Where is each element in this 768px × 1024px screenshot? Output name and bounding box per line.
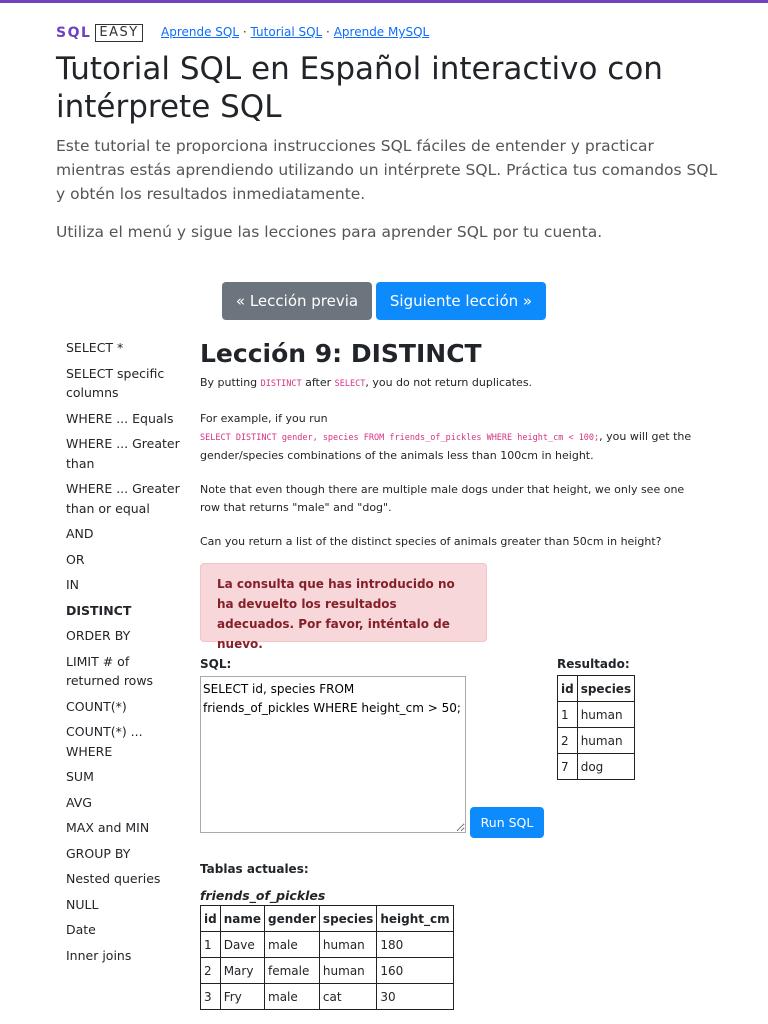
top-links [161,25,429,39]
lesson-content [200,338,700,370]
sidebar-item[interactable]: NULL [66,896,99,912]
code-snippet: DISTINCT [260,379,302,389]
table-cell: human [319,958,376,984]
column-header: name [220,906,264,932]
sidebar-item[interactable]: Date [66,922,96,937]
sidebar-item[interactable]: COUNT(*) [66,698,127,714]
text: By putting [200,376,261,389]
column-header: id [558,676,578,702]
error-alert: La consulta que has introducido no ha devuelto los resultados adecuados. Por favor, inténtalo de nuevo. [200,563,487,642]
result-table [557,675,635,780]
sidebar-item[interactable]: OR [66,551,85,567]
sidebar-item[interactable]: AVG [66,794,92,810]
table-cell: 1 [558,702,578,728]
sidebar-item[interactable]: AND [66,526,94,541]
table-cell: 1 [201,932,221,958]
table-cell: dog [577,754,634,780]
top-accent-bar [0,0,768,3]
table-cell: 2 [201,958,221,984]
table-cell: Dave [220,932,264,958]
sql-label: SQL: [200,657,232,671]
sidebar-item[interactable]: IN [66,577,80,592]
table-cell: male [265,984,320,1010]
brand-sql: SQL [56,25,92,41]
run-sql-button[interactable]: Run SQL [470,807,544,838]
column-header: id [201,906,221,932]
table-cell: female [265,958,320,984]
sidebar-item[interactable]: SELECT specific columns [66,365,165,400]
text: , you do not return duplicates. [365,376,533,389]
table-cell: human [319,932,376,958]
table-cell: 160 [377,958,453,984]
column-header: species [319,906,376,932]
sidebar-item[interactable]: Inner joins [66,947,132,963]
friends-of-pickles-table [200,905,454,1010]
table-row [558,754,635,780]
table-row [558,728,635,754]
table-cell: 2 [558,728,578,754]
text: after [301,376,335,389]
separator: · [326,25,330,39]
table-row [201,984,454,1010]
sidebar-item[interactable]: SELECT * [66,340,124,355]
lesson-sidebar [66,338,184,971]
next-lesson-button[interactable]: Siguiente lección » [376,282,546,320]
table-cell: male [265,932,320,958]
sidebar-item[interactable]: SUM [66,769,94,784]
text: For example, if you run [200,412,328,425]
sql-input[interactable] [200,676,466,833]
link-tutorial-sql[interactable]: Tutorial SQL [250,25,323,39]
link-aprende-mysql[interactable]: Aprende MySQL [333,25,430,39]
table-cell: human [577,702,634,728]
table-cell: 7 [558,754,578,780]
link-aprende-sql[interactable]: Aprende SQL [161,25,240,39]
code-snippet: SELECT DISTINCT gender, species FROM friends_of_pickles WHERE height_cm < 100; [200,433,600,443]
column-header: height_cm [377,906,453,932]
brand-easy: EASY [95,24,142,42]
sidebar-item[interactable]: WHERE ... Equals [66,410,174,426]
sidebar-item[interactable]: Nested queries [66,871,161,886]
previous-lesson-button[interactable]: « Lección previa [222,282,372,320]
result-label: Resultado: [557,657,630,671]
separator: · [242,25,247,39]
current-tables-label: Tablas actuales: [200,862,309,876]
table-cell: Mary [220,958,264,984]
table-cell: 3 [201,984,221,1010]
sidebar-item[interactable]: DISTINCT [66,602,132,618]
table-header-row [558,676,635,702]
table-row [558,702,635,728]
lesson-question: Can you return a list of the distinct species of animals greater than 50cm in height? [200,535,662,548]
sidebar-item[interactable]: MAX and MIN [66,820,150,835]
lesson-paragraph-2 [200,410,695,465]
sidebar-item[interactable]: GROUP BY [66,845,131,861]
table-row [201,958,454,984]
table-name: friends_of_pickles [200,888,326,903]
column-header: gender [265,906,320,932]
sidebar-item[interactable]: COUNT(*) ... WHERE [66,724,143,759]
sidebar-item[interactable]: ORDER BY [66,628,131,643]
sidebar-item[interactable]: LIMIT # of returned rows [66,653,154,688]
intro-text: Este tutorial te proporciona instrucciones SQL fáciles de entender y practicar mientras estás aprendiendo utilizando un intérprete SQL. Práctica tus comandos SQL y obtén los resultados inmediatamente. [56,137,718,203]
table-cell: 30 [377,984,453,1010]
brand-logo[interactable] [56,24,143,42]
sidebar-item[interactable]: WHERE ... Greater than [66,436,180,471]
lesson-paragraph-3: Note that even though there are multiple male dogs under that height, we only see one row that returns "male" and "dog". [200,483,685,514]
lesson-paragraph-1 [200,374,695,393]
page-title: Tutorial SQL en Español interactivo con intérprete SQL [56,51,663,125]
table-cell: cat [319,984,376,1010]
table-cell: human [577,728,634,754]
table-cell: Fry [220,984,264,1010]
table-header-row [201,906,454,932]
table-row [201,932,454,958]
lesson-title: Lección 9: DISTINCT [200,339,482,368]
text: , you will get the gender/species combinations of the animals less than 100cm in height. [200,430,692,462]
column-header: species [577,676,634,702]
intro-text-2: Utiliza el menú y sigue las lecciones para aprender SQL por tu cuenta. [56,223,603,241]
sidebar-item[interactable]: WHERE ... Greater than or equal [66,481,180,516]
table-cell: 180 [377,932,453,958]
code-snippet: SELECT [334,379,366,389]
